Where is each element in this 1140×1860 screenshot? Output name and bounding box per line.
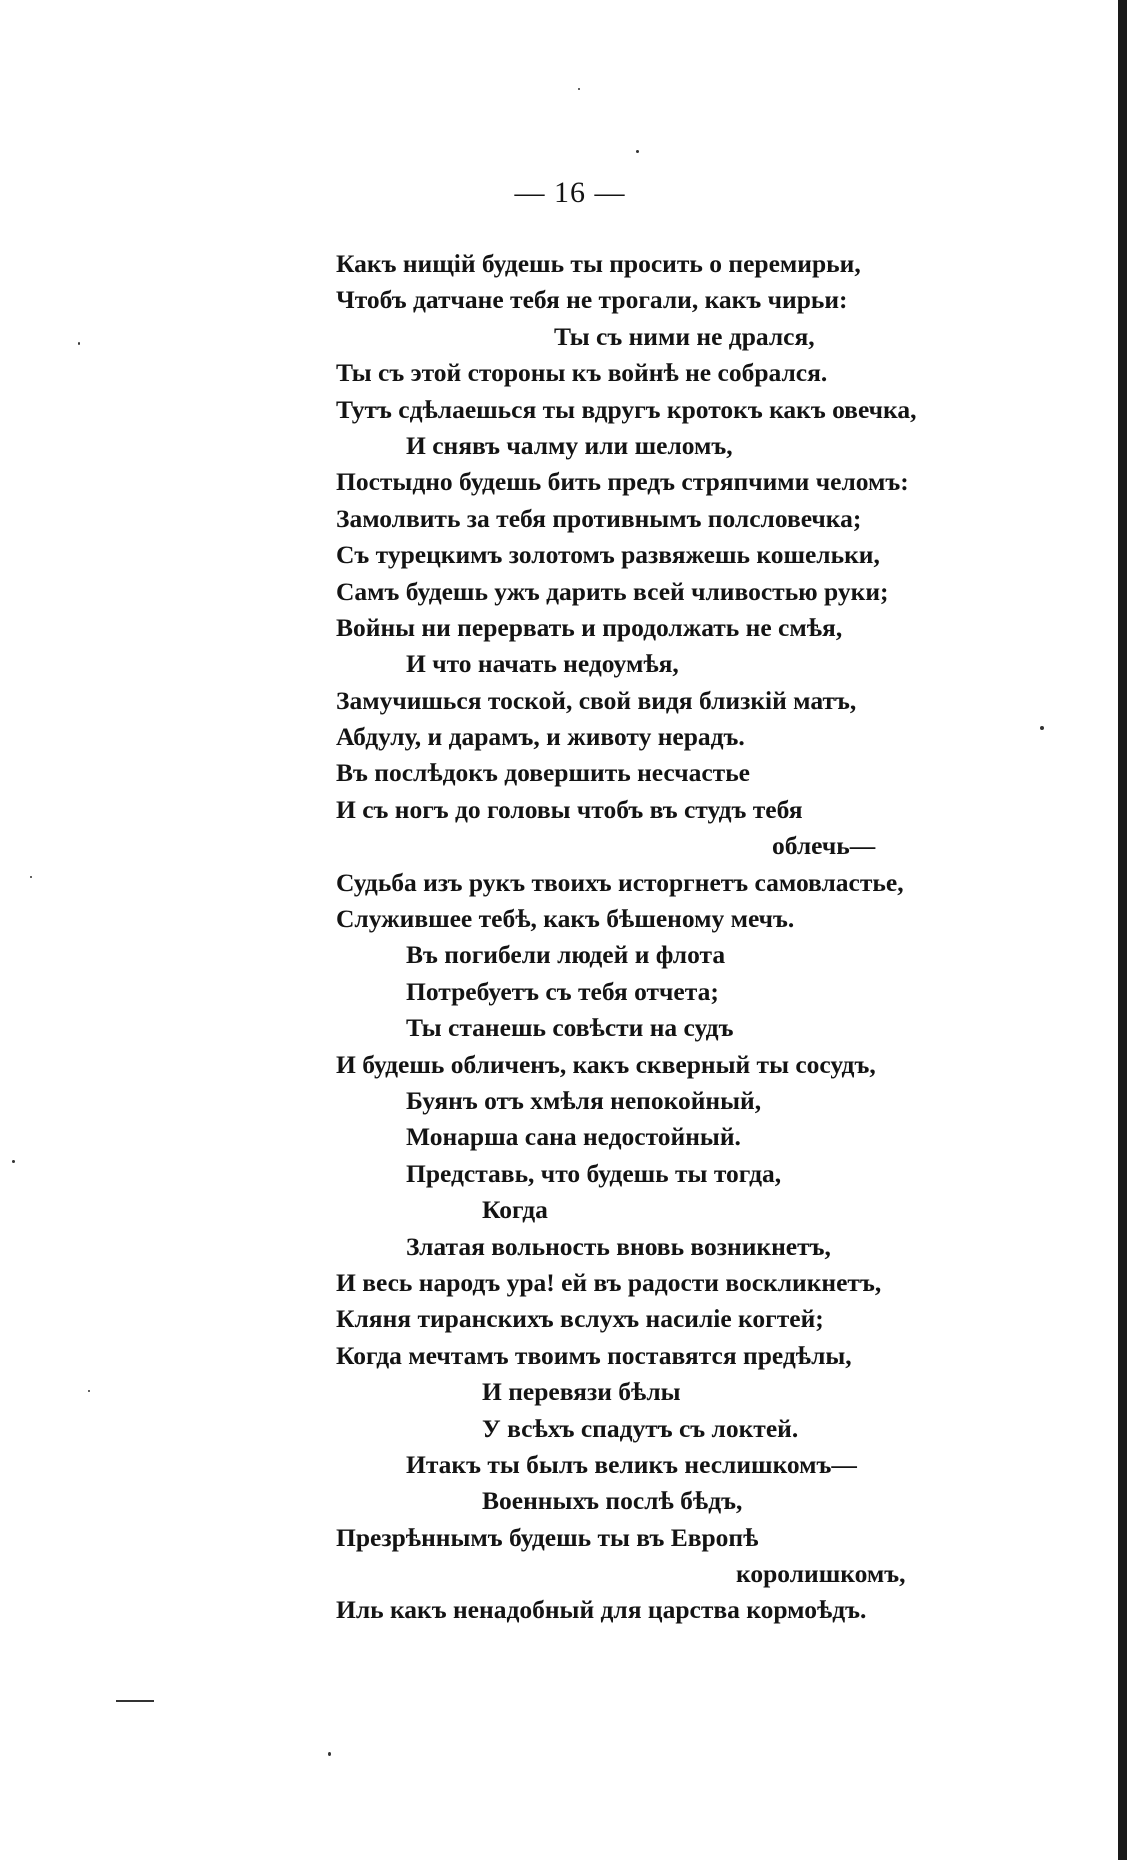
poem-line: Ты станешь совѣсти на судъ: [406, 1013, 734, 1043]
poem-line: Буянъ отъ хмѣля непокойный,: [406, 1085, 762, 1115]
scan-speck: [1040, 726, 1044, 730]
poem-line: И съ ногъ до головы чтобъ въ студъ тебя: [336, 794, 803, 824]
poem-line: Иль какъ ненадобный для царства кормоѣдъ.: [336, 1595, 867, 1625]
scan-dash: [116, 1700, 154, 1702]
poem-line: Потребуетъ съ тебя отчета;: [406, 976, 719, 1006]
poem-line: Ты съ ними не дрался,: [554, 321, 815, 351]
poem-line: Замолвить за тебя противнымъ полсловечка;: [336, 503, 862, 533]
poem-line: Представь, что будешь ты тогда,: [406, 1158, 782, 1188]
poem-line: Монарша сана недостойный.: [406, 1122, 741, 1152]
scan-speck: [78, 342, 80, 345]
page-number: — 16 —: [514, 176, 626, 209]
scan-speck: [636, 150, 639, 153]
scan-speck: [88, 1390, 90, 1392]
scan-speck: [328, 1752, 331, 1756]
poem-line: Служившее тебѣ, какъ бѣшеному мечъ.: [336, 904, 795, 934]
poem-line: Въ погибели людей и флота: [406, 940, 726, 970]
poem-line: Презрѣннымъ будешь ты въ Европѣ: [336, 1522, 759, 1552]
poem-line: Ты съ этой стороны къ войнѣ не собрался.: [336, 358, 828, 388]
poem-line-continuation: королишкомъ,: [736, 1559, 906, 1589]
poem-line: И что начать недоумѣя,: [406, 649, 679, 679]
poem-line: Войны ни перервать и продолжать не смѣя,: [336, 612, 843, 642]
poem-line: Абдулу, и дарамъ, и животу нерадъ.: [336, 722, 745, 752]
poem-line: Въ послѣдокъ довершить несчастье: [336, 758, 751, 788]
poem-line: Кляня тиранскихъ вслухъ насиліе когтей;: [336, 1304, 824, 1334]
poem-text: [336, 246, 1036, 1629]
poem-line: Постыдно будешь бить предъ стряпчими челомъ:: [336, 467, 909, 497]
poem-line: Съ турецкимъ золотомъ развяжешь кошельки,: [336, 540, 880, 570]
poem-line: Златая вольность вновь возникнетъ,: [406, 1231, 831, 1261]
scan-speck: [12, 1160, 15, 1163]
page-edge-shadow: [1118, 0, 1127, 1860]
poem-line: И снявъ чалму или шеломъ,: [406, 430, 733, 460]
poem-line: Тутъ сдѣлаешься ты вдругъ кротокъ какъ овечка,: [336, 394, 917, 424]
poem-line: Самъ будешь ужъ дарить всей чливостью руки;: [336, 576, 889, 606]
poem-line-continuation: облечь—: [772, 831, 876, 861]
poem-line: Военныхъ послѣ бѣдъ,: [482, 1486, 743, 1516]
poem-line: Итакъ ты былъ великъ неслишкомъ—: [406, 1449, 857, 1479]
poem-line: Судьба изъ рукъ твоихъ исторгнетъ самовластье,: [336, 867, 904, 897]
poem-line: Чтобъ датчане тебя не трогали, какъ чирьи:: [336, 285, 848, 315]
poem-line: У всѣхъ спадутъ съ локтей.: [482, 1413, 799, 1443]
poem-line: И весь народъ ура! ей въ радости воскликнетъ,: [336, 1267, 882, 1297]
scan-speck: [578, 88, 580, 90]
poem-line: И будешь обличенъ, какъ скверный ты сосудъ,: [336, 1049, 876, 1079]
poem-line: И перевязи бѣлы: [482, 1377, 681, 1407]
scan-speck: [30, 876, 32, 878]
poem-line: Замучишься тоской, свой видя близкій матъ,: [336, 685, 857, 715]
poem-line: Когда мечтамъ твоимъ поставятся предѣлы,: [336, 1340, 852, 1370]
poem-line: Какъ нищій будешь ты просить о перемирьи,: [336, 249, 861, 278]
poem-line: Когда: [482, 1195, 548, 1225]
